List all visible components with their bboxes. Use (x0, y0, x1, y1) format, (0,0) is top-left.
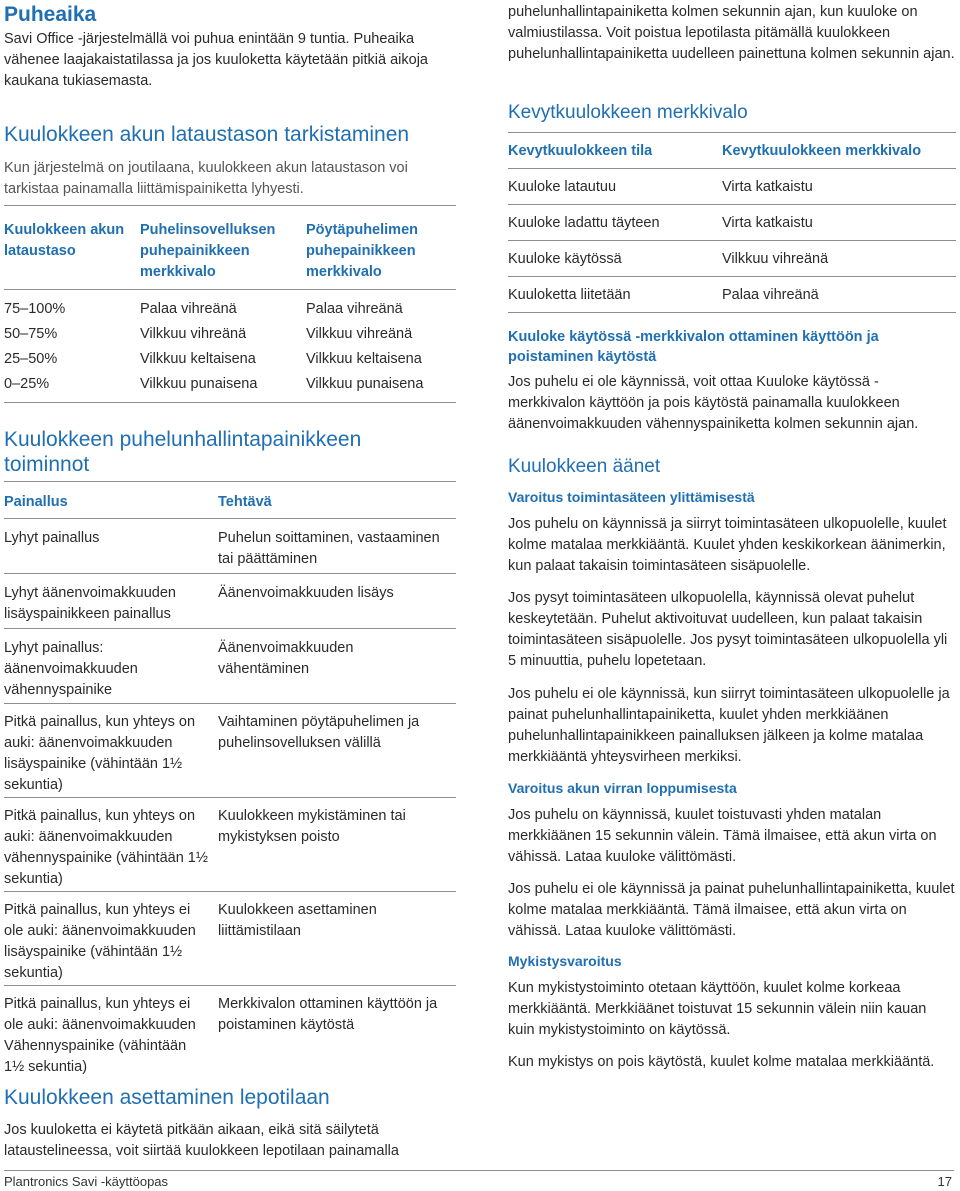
call-row-4-rule (4, 797, 456, 798)
charge-row-3-desk: Vilkkuu keltaisena (306, 351, 422, 367)
inuse-text: Jos puhelu ei ole käynnissä, voit ottaa Kuuloke käytössä -merkkivalon käyttöön ja pois käytöstä painamalla kuulokkeen äänenvoimakkuuden vähennyspainiketta kolmen sekunnin ajan. (508, 374, 919, 432)
call-header-press: Painallus (4, 494, 68, 510)
call-row-5-rule (4, 891, 456, 892)
sleep-title: Kuulokkeen asettaminen lepotilaan (4, 1086, 330, 1109)
light-row-3-state: Kuuloke käytössä (508, 251, 622, 267)
sleep-text-continued: puhelunhallintapainiketta kolmen sekunnin ajan, kun kuuloke on valmiustilassa. Voit poistua lepotilasta pitämällä kuulokkeen puhelunhallintapainiketta uudelleen painettuna kolmen sekunnin ajan. (508, 4, 955, 62)
call-title: Kuulokkeen puhelunhallintapainikkeen toiminnot (4, 428, 362, 476)
light-row-4-indicator: Palaa vihreänä (722, 287, 819, 303)
charge-row-2-desk: Vilkkuu vihreänä (306, 326, 413, 342)
call-row-1-press: Lyhyt painallus (4, 530, 100, 546)
call-row-1-rule (4, 573, 456, 574)
charge-row-1-desk: Palaa vihreänä (306, 301, 403, 317)
call-row-3-task: Äänenvoimakkuuden vähentäminen (218, 640, 354, 677)
call-row-1-task: Puhelun soittaminen, vastaaminen tai päättäminen (218, 530, 440, 567)
light-header-indicator: Kevytkuulokkeen merkkivalo (722, 143, 922, 159)
charge-header-app: Puhelinsovelluksen puhepainikkeen merkkivalo (140, 222, 276, 280)
light-row-1-state: Kuuloke latautuu (508, 179, 617, 195)
mute-paragraph-2: Kun mykistys on pois käytöstä, kuulet kolme matalaa merkkiääntä. (508, 1054, 935, 1070)
light-header-state: Kevytkuulokkeen tila (508, 143, 653, 159)
light-row-3-rule (508, 276, 956, 277)
range-paragraph-3: Jos puhelu ei ole käynnissä, kun siirryt toimintasäteen ulkopuolelle ja painat puhelunhallintapainiketta, kuulet yhden merkkiäänen puhelunhallintapainikkeen painalluksen jälkeen ja kolme matalaa merkkiääntä yhteysvirheen merkiksi. (508, 686, 950, 765)
battery-title: Varoitus akun virran loppumisesta (508, 780, 737, 796)
call-table-header-rule (4, 518, 456, 519)
mute-title: Mykistysvaroitus (508, 953, 622, 969)
charge-row-2-level: 50–75% (4, 326, 58, 342)
charge-row-4-app: Vilkkuu punaisena (140, 376, 258, 392)
charge-table-top-rule (4, 205, 456, 206)
charge-row-3-level: 25–50% (4, 351, 58, 367)
inuse-title: Kuuloke käytössä -merkkivalon ottaminen käyttöön ja poistaminen käytöstä (508, 329, 879, 365)
charge-row-2-app: Vilkkuu vihreänä (140, 326, 247, 342)
standby-title: Puheaika (4, 3, 97, 26)
call-row-2-rule (4, 628, 456, 629)
charge-row-4-level: 0–25% (4, 376, 50, 392)
call-table-top-rule (4, 481, 456, 482)
sounds-title: Kuulokkeen äänet (508, 456, 661, 477)
call-row-7-press: Pitkä painallus, kun yhteys ei ole auki: äänenvoimakkuuden Vähennyspainike (vähintään 1½ sekuntia) (4, 996, 196, 1075)
charge-row-4-desk: Vilkkuu punaisena (306, 376, 424, 392)
charge-header-level: Kuulokkeen akun lataustaso (4, 222, 125, 259)
call-row-3-press: Lyhyt painallus: äänenvoimakkuuden vähennyspainike (4, 640, 138, 698)
light-row-2-rule (508, 240, 956, 241)
battery-paragraph-1: Jos puhelu on käynnissä, kuulet toistuvasti yhden matalan merkkiäänen 15 sekunnin välein. Tämä ilmaisee, että akun virta on vähissä. Lataa kuuloke välittömästi. (508, 807, 937, 865)
light-table-bottom-rule (508, 312, 956, 313)
light-row-2-indicator: Virta katkaistu (722, 215, 813, 231)
call-row-5-press: Pitkä painallus, kun yhteys on auki: äänenvoimakkuuden vähennyspainike (vähintään 1½ sekuntia) (4, 808, 208, 887)
charge-row-1-level: 75–100% (4, 301, 66, 317)
page-footer (4, 1170, 954, 1191)
call-row-3-rule (4, 703, 456, 704)
charge-header-desk: Pöytäpuhelimen puhepainikkeen merkkivalo (306, 222, 418, 280)
battery-paragraph-2: Jos puhelu ei ole käynnissä ja painat puhelunhallintapainiketta, kuulet kolme matalaa merkkiääntä. Tämä ilmaisee, että akun virta on vähissä. Lataa kuuloke välittömästi. (508, 881, 955, 939)
page-number: 17 (937, 1174, 952, 1189)
charge-text: Kun järjestelmä on joutilaana, kuulokkeen akun lataustason voi tarkistaa painamalla liittämispainiketta lyhyesti. (4, 160, 408, 197)
light-table-header-rule (508, 168, 956, 169)
charge-row-1-app: Palaa vihreänä (140, 301, 237, 317)
range-paragraph-1: Jos puhelu on käynnissä ja siirryt toimintasäteen ulkopuolelle, kuulet kolme matalaa merkkiääntä. Kuulet yhden keskikorkean äänimerkin, kun palaat takaisin toimintasäteen sisäpuolelle. (508, 516, 947, 574)
call-row-2-task: Äänenvoimakkuuden lisäys (218, 585, 394, 601)
range-paragraph-2: Jos pysyt toimintasäteen ulkopuolella, käynnissä olevat puhelut keskeytetään. Puhelut aktivoituvat uudelleen, kun palaat takaisin toimintasäteen sisäpuolelle. Jos pysyt toimintasäteen ulkopuolella yli 5 minuuttia, puhelu lopetetaan. (508, 590, 948, 669)
call-row-6-press: Pitkä painallus, kun yhteys ei ole auki: äänenvoimakkuuden lisäyspainike (vähintään 1½ sekuntia) (4, 902, 196, 981)
call-header-task: Tehtävä (218, 494, 272, 510)
mute-paragraph-1: Kun mykistystoiminto otetaan käyttöön, kuulet kolme korkeaa merkkiääntä. Merkkiäänet toistuvat 15 sekunnin välein niin kauan kuin mykistystoiminto on käytössä. (508, 980, 927, 1038)
light-title: Kevytkuulokkeen merkkivalo (508, 102, 748, 123)
light-row-1-rule (508, 204, 956, 205)
call-row-4-press: Pitkä painallus, kun yhteys on auki: äänenvoimakkuuden lisäyspainike (vähintään 1½ sekuntia) (4, 714, 196, 793)
range-title: Varoitus toimintasäteen ylittämisestä (508, 489, 755, 505)
call-row-4-task: Vaihtaminen pöytäpuhelimen ja puhelinsovelluksen välillä (218, 714, 420, 751)
call-row-6-rule (4, 985, 456, 986)
call-row-2-press: Lyhyt äänenvoimakkuuden lisäyspainikkeen painallus (4, 585, 176, 622)
sleep-text: Jos kuuloketta ei käytetä pitkään aikaan, eikä sitä säilytetä lataustelineessa, voit siirtää kuulokkeen lepotilaan painamalla (4, 1122, 399, 1159)
footer-doc-title: Plantronics Savi -käyttöopas (4, 1174, 169, 1189)
light-row-3-indicator: Vilkkuu vihreänä (722, 251, 829, 267)
light-row-1-indicator: Virta katkaistu (722, 179, 813, 195)
call-row-5-task: Kuulokkeen mykistäminen tai mykistyksen poisto (218, 808, 406, 845)
charge-table-header-rule (4, 289, 456, 290)
call-row-6-task: Kuulokkeen asettaminen liittämistilaan (218, 902, 377, 939)
charge-table-bottom-rule (4, 402, 456, 403)
charge-title: Kuulokkeen akun lataustason tarkistaminen (4, 123, 410, 146)
light-row-2-state: Kuuloke ladattu täyteen (508, 215, 660, 231)
light-table-top-rule (508, 132, 956, 133)
standby-text: Savi Office -järjestelmällä voi puhua enintään 9 tuntia. Puheaika vähenee laajakaistatilassa ja jos kuuloketta käytetään pitkiä aikoja kaukana tukiasemasta. (4, 31, 428, 89)
call-row-7-task: Merkkivalon ottaminen käyttöön ja poistaminen käytöstä (218, 996, 438, 1033)
charge-row-3-app: Vilkkuu keltaisena (140, 351, 256, 367)
light-row-4-state: Kuuloketta liitetään (508, 287, 631, 303)
